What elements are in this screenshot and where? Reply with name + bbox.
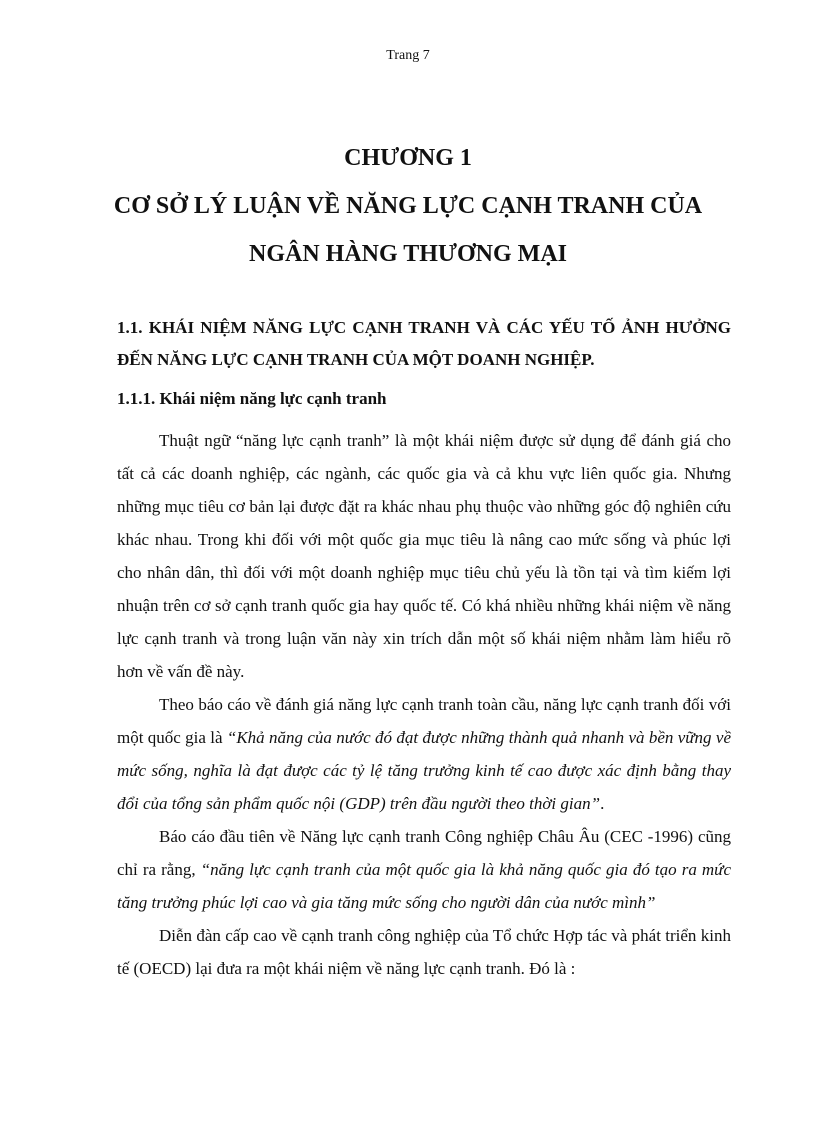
section-heading: 1.1. KHÁI NIỆM NĂNG LỰC CẠNH TRANH VÀ CÁC YẾU TỐ ẢNH HƯỞNG ĐẾN NĂNG LỰC CẠNH TRANH CỦA MỘT DOANH NGHIỆP. [117,318,731,369]
chapter-title-line1: CƠ SỞ LÝ LUẬN VỀ NĂNG LỰC CẠNH TRANH CỦA [113,193,703,219]
paragraph-3-lead: Báo cáo đầu tiên về Năng lực cạnh tranh Công nghiệp Châu Âu (CEC -1996) cũng chỉ ra rằng, [117,827,731,879]
paragraph-2-quote: “Khả năng của nước đó đạt được những thành quả nhanh và bền vững về mức sống, nghĩa là đạt được các tỷ lệ tăng trưởng kinh tế cao được xác định bằng thay đổi của tổng sản phẩm quốc nội (GDP) trên đầu người theo thời gian” [117,728,731,813]
chapter-number: CHƯƠNG 1 [344,145,472,171]
paragraph-2-lead: Theo báo cáo về đánh giá năng lực cạnh tranh toàn cầu, năng lực cạnh tranh đối với một quốc gia là [117,695,731,747]
paragraph-2 [117,688,731,820]
page-number: Trang 7 [386,48,430,63]
subsection-heading: 1.1.1. Khái niệm năng lực cạnh tranh [117,389,387,408]
paragraph-4-text: Diễn đàn cấp cao về cạnh tranh công nghiệp của Tổ chức Hợp tác và phát triển kinh tế (OECD) lại đưa ra một khái niệm về năng lực cạnh tranh. Đó là : [117,926,731,978]
paragraph-1 [117,424,731,688]
paragraph-2-tail: . [600,794,605,813]
paragraph-3-quote: “năng lực cạnh tranh của một quốc gia là khả năng quốc gia đó tạo ra mức tăng trưởng phúc lợi cao và gia tăng mức sống cho người dân của nước mình” [117,860,731,912]
paragraph-4 [117,919,731,985]
paragraph-3 [117,820,731,919]
paragraph-1-text: Thuật ngữ “năng lực cạnh tranh” là một khái niệm được sử dụng để đánh giá cho tất cả các doanh nghiệp, các ngành, các quốc gia và cả khu vực liên quốc gia. Nhưng những mục tiêu cơ bản lại được đặt ra khác nhau phụ thuộc vào những góc độ nghiên cứu khác nhau. Trong khi đối với một quốc gia mục tiêu là nâng cao mức sống và phúc lợi cho nhân dân, thì đối với một doanh nghiệp mục tiêu chủ yếu là tồn tại và tìm kiếm lợi nhuận trên cơ sở cạnh tranh quốc gia hay quốc tế. Có khá nhiều những khái niệm về năng lực cạnh tranh và trong luận văn này xin trích dẫn một số khái niệm nhằm làm hiểu rõ hơn về vấn đề này. [117,431,731,681]
chapter-title-line2: NGÂN HÀNG THƯƠNG MẠI [249,241,567,267]
